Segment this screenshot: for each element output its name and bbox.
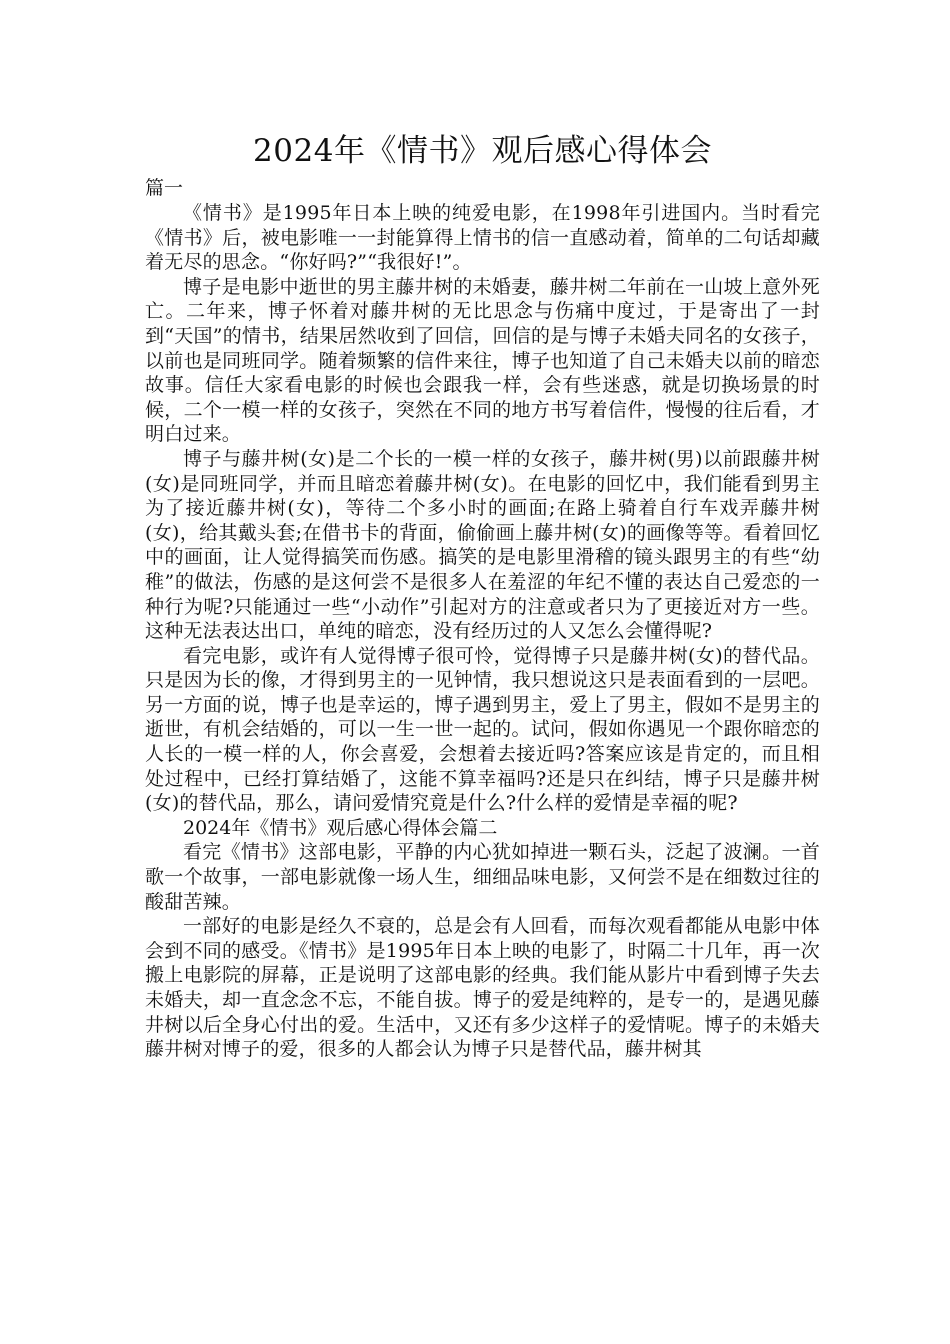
section-one-label: 篇一 [145, 177, 184, 199]
section-one-paragraph-1: 《情书》是1995年日本上映的纯爱电影，在1998年引进国内。当时看完《情书》后，被电影唯一一封能算得上情书的信一直感动着，简单的二句话却藏着无尽的思念。“你好吗?”“我很好!”。 [145, 202, 820, 274]
document-page [145, 128, 820, 1062]
section-one-paragraph-4: 看完电影，或许有人觉得博子很可怜，觉得博子只是藤井树(女)的替代品。只是因为长的像，才得到男主的一见钟情，我只想说这只是表面看到的一层吧。另一方面的说，博子也是幸运的，博子遇到男主，爱上了男主，假如不是男主的逝世，有机会结婚的，可以一生一世一起的。试问，假如你遇见一个跟你暗恋的人长的一模一样的人，你会喜爱，会想着去接近吗?答案应该是肯定的，而且相处过程中，已经打算结婚了，这能不算幸福吗?还是只在纠结，博子只是藤井树(女)的替代品，那么，请问爱情究竟是什么?什么样的爱情是幸福的呢? [145, 644, 820, 815]
section-two-paragraph-2: 一部好的电影是经久不衰的，总是会有人回看，而每次观看都能从电影中体会到不同的感受。《情书》是1995年日本上映的电影了，时隔二十几年，再一次搬上电影院的屏幕，正是说明了这部电影的经典。我们能从影片中看到博子失去未婚夫，却一直念念不忘，不能自拔。博子的爱是纯粹的，是专一的，是遇见藤井树以后全身心付出的爱。生活中，又还有多少这样子的爱情呢。博子的未婚夫藤井树对博子的爱，很多的人都会认为博子只是替代品，藤井树其 [145, 915, 820, 1061]
section-one-paragraph-3: 博子与藤井树(女)是二个长的一模一样的女孩子，藤井树(男)以前跟藤井树(女)是同班同学，并而且暗恋着藤井树(女)。在电影的回忆中，我们能看到男主为了接近藤井树(女)，等待二个多小时的画面;在路上骑着自行车戏弄藤井树(女)，给其戴头套;在借书卡的背面，偷偷画上藤井树(女)的画像等等。看着回忆中的画面，让人觉得搞笑而伤感。搞笑的是电影里滑稽的镜头跟男主的有些“幼稚”的做法，伤感的是这何尝不是很多人在羞涩的年纪不懂的表达自己爱恋的一种行为呢?只能通过一些“小动作”引起对方的注意或者只为了更接近对方一些。这种无法表达出口，单纯的暗恋，没有经历过的人又怎么会懂得呢? [145, 447, 820, 643]
document-title: 2024年《情书》观后感心得体会 [253, 133, 712, 169]
section-two-heading: 2024年《情书》观后感心得体会篇二 [183, 816, 498, 839]
section-one-paragraph-2: 博子是电影中逝世的男主藤井树的未婚妻，藤井树二年前在一山坡上意外死亡。二年来，博子怀着对藤井树的无比思念与伤痛中度过，于是寄出了一封到“天国”的情书，结果居然收到了回信，回信的是与博子未婚夫同名的女孩子，以前也是同班同学。随着频繁的信件来往，博子也知道了自己未婚夫以前的暗恋故事。信任大家看电影的时候也会跟我一样，会有些迷惑，就是切换场景的时候，二个一模一样的女孩子，突然在不同的地方书写着信件，慢慢的往后看，才明白过来。 [145, 275, 820, 446]
section-two-paragraph-1: 看完《情书》这部电影，平静的内心犹如掉进一颗石头，泛起了波澜。一首歌一个故事，一部电影就像一场人生，细细品味电影，又何尝不是在细数过往的酸甜苦辣。 [145, 841, 820, 913]
